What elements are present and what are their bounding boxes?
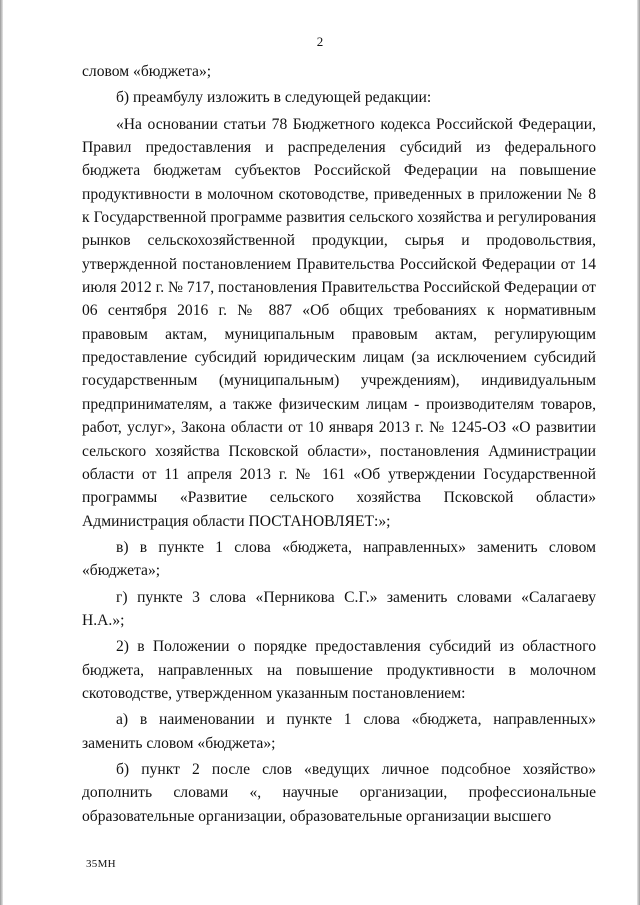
paragraph-continuation: словом «бюджета»; (82, 63, 212, 80)
paragraph-preamble-instruction: б) преамбулу изложить в следующей редакции: (116, 89, 432, 107)
paragraph-preamble-text: «На основании статьи 78 Бюджетного кодекса Российской Федерации, Правил предоставления и распределения субсидий из федерального бюджета бюджетам субъектов Российской Федерации на повышение продуктивности в молочном скотоводстве, приведенных в приложении № 8 к Государственной программе развития сельского хозяйства и регулирования рынков сельскохозяйственной продукции, сырья и продовольствия, утвержденной постановлением Правительства Российской Федерации от 14 июля 2012 г. № 717, постановления Правительства Российской Федерации от 06 сентября 2016 г. № 887 «Об общих требованиях к нормативным правовым актам, муниципальным правовым актам, регулирующим предоставление субсидий юридическим лицам (за исключением субсидий государственным (муниципальным) учреждениям), индивидуальным предпринимателям, а также физическим лицам - производителям товаров, работ, услуг», Закона области от 10 января 2013 г. № 1245-ОЗ «О развитии сельского хозяйства Псковской области», постановления Администрации области от 11 апреля 2013 г. № 161 «Об утверждении Государственной программы «Развитие сельского хозяйства Псковской области» Администрация области ПОСТАНОВЛЯЕТ:»; (82, 115, 596, 530)
footer-document-code: 35МН (86, 858, 116, 870)
document-body (82, 60, 596, 828)
paragraph-item-g: г) пункте 3 слова «Перникова С.Г.» заменить словами «Салагаеву Н.А.»; (82, 588, 596, 629)
paragraph-item-a: а) в наименовании и пункте 1 слова «бюджета, направленных» заменить словом «бюджета»; (82, 711, 596, 752)
paragraph-item-v: в) в пункте 1 слова «бюджета, направленных» заменить словом «бюджета»; (82, 538, 596, 580)
paragraph-item-b: б) пункт 2 после слов «ведущих личное подсобное хозяйство» дополнить словами «, научные организации, профессиональные образовательные организации, образовательные организации высшего (82, 760, 596, 825)
paragraph-item-2: 2) в Положении о порядке предоставления субсидий из областного бюджета, направленных на повышение продуктивности в молочном скотоводстве, утвержденном указанным постановлением: (82, 638, 596, 702)
scan-edge-left (0, 0, 3, 905)
page-number: 2 (316, 34, 324, 49)
